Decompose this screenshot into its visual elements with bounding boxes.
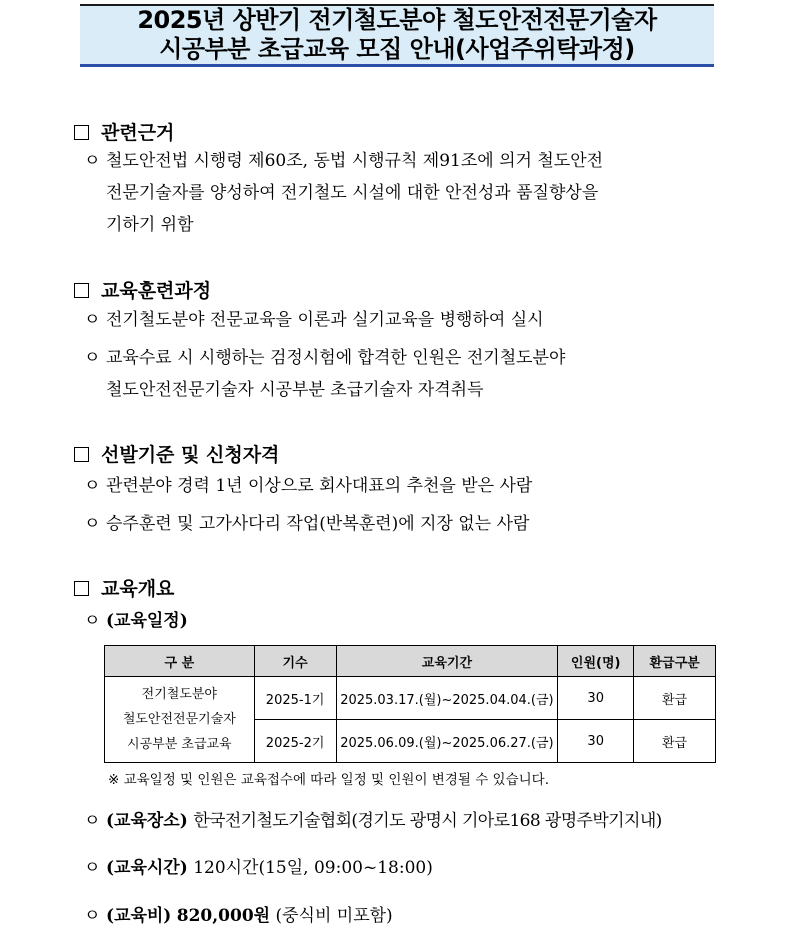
table-header-cell: 교육기간 xyxy=(336,646,558,677)
circle-bullet-icon: ㅇ xyxy=(84,906,101,926)
refund-cell: 환급 xyxy=(634,677,716,720)
period-cell: 2025.06.09.(월)~2025.06.27.(금) xyxy=(336,720,558,763)
term-cell: 2025-2기 xyxy=(254,720,336,763)
schedule-label: (교육일정) xyxy=(106,611,188,631)
refund-cell: 환급 xyxy=(634,720,716,763)
list-item-continuation: 철도안전전문기술자 시공부분 초급기술자 자격취득 xyxy=(106,380,484,400)
section-heading-eligibility: 선발기준 및 신청자격 xyxy=(74,440,279,467)
period-cell: 2025.03.17.(월)~2025.04.04.(금) xyxy=(336,677,558,720)
list-item xyxy=(84,606,188,636)
list-item xyxy=(84,806,662,836)
checkbox-square-icon xyxy=(74,283,89,298)
table-header-row xyxy=(105,646,716,677)
time-value: 120시간(15일, 09:00~18:00) xyxy=(193,858,433,878)
time-label: (교육시간) xyxy=(106,858,188,878)
count-cell: 30 xyxy=(558,677,634,720)
section-heading-course: 교육훈련과정 xyxy=(74,276,211,303)
place-value: 한국전기철도기술협회(경기도 광명시 기아로168 광명주박기지내) xyxy=(193,811,662,831)
list-item-continuation: 기하기 위함 xyxy=(106,215,194,235)
table-row xyxy=(105,677,716,720)
checkbox-square-icon xyxy=(74,125,89,140)
list-item xyxy=(84,853,433,883)
list-item: ㅇ 철도안전법 시행령 제60조, 동법 시행규칙 제91조에 의거 철도안전 xyxy=(84,146,603,176)
list-item: ㅇ 전기철도분야 전문교육을 이론과 실기교육을 병행하여 실시 xyxy=(84,305,544,335)
circle-bullet-icon: ㅇ xyxy=(84,611,101,631)
checkbox-square-icon xyxy=(74,447,89,462)
circle-bullet-icon: ㅇ xyxy=(84,348,101,368)
circle-bullet-icon: ㅇ xyxy=(84,310,101,330)
place-label: (교육장소) xyxy=(106,811,188,831)
list-item-continuation: 전문기술자를 양성하여 전기철도 시설에 대한 안전성과 품질향상을 xyxy=(106,183,599,203)
schedule-table xyxy=(104,645,716,763)
count-cell: 30 xyxy=(558,720,634,763)
section-heading-basis: 관련근거 xyxy=(74,118,174,145)
section-heading-overview: 교육개요 xyxy=(74,574,174,601)
cost-label: (교육비) xyxy=(106,906,172,926)
schedule-note: ※ 교육일정 및 인원은 교육접수에 따라 일정 및 인원이 변경될 수 있습니다. xyxy=(108,772,549,788)
title-line-2: 시공부분 초급교육 모집 안내(사업주위탁과정) xyxy=(159,35,635,63)
title-line-1: 2025년 상반기 전기철도분야 철도안전전문기술자 xyxy=(137,6,657,34)
checkbox-square-icon xyxy=(74,581,89,596)
list-item: ㅇ 교육수료 시 시행하는 검정시험에 합격한 인원은 전기철도분야 xyxy=(84,343,565,373)
cost-extra: (중식비 미포함) xyxy=(275,906,393,926)
list-item xyxy=(84,901,393,931)
term-cell: 2025-1기 xyxy=(254,677,336,720)
circle-bullet-icon: ㅇ xyxy=(84,514,101,534)
table-header-cell: 기수 xyxy=(254,646,336,677)
list-item: ㅇ 승주훈련 및 고가사다리 작업(반복훈련)에 지장 없는 사람 xyxy=(84,509,529,539)
circle-bullet-icon: ㅇ xyxy=(84,476,101,496)
table-header-cell: 인원(명) xyxy=(558,646,634,677)
title-banner xyxy=(80,4,714,67)
list-item: ㅇ 관련분야 경력 1년 이상으로 회사대표의 추천을 받은 사람 xyxy=(84,471,532,501)
circle-bullet-icon: ㅇ xyxy=(84,151,101,171)
table-header-cell: 구 분 xyxy=(105,646,255,677)
table-header-cell: 환급구분 xyxy=(634,646,716,677)
circle-bullet-icon: ㅇ xyxy=(84,811,101,831)
cost-value: 820,000원 xyxy=(176,906,271,926)
course-name-cell: 전기철도분야 철도안전전문기술자 시공부분 초급교육 xyxy=(105,677,255,763)
circle-bullet-icon: ㅇ xyxy=(84,858,101,878)
